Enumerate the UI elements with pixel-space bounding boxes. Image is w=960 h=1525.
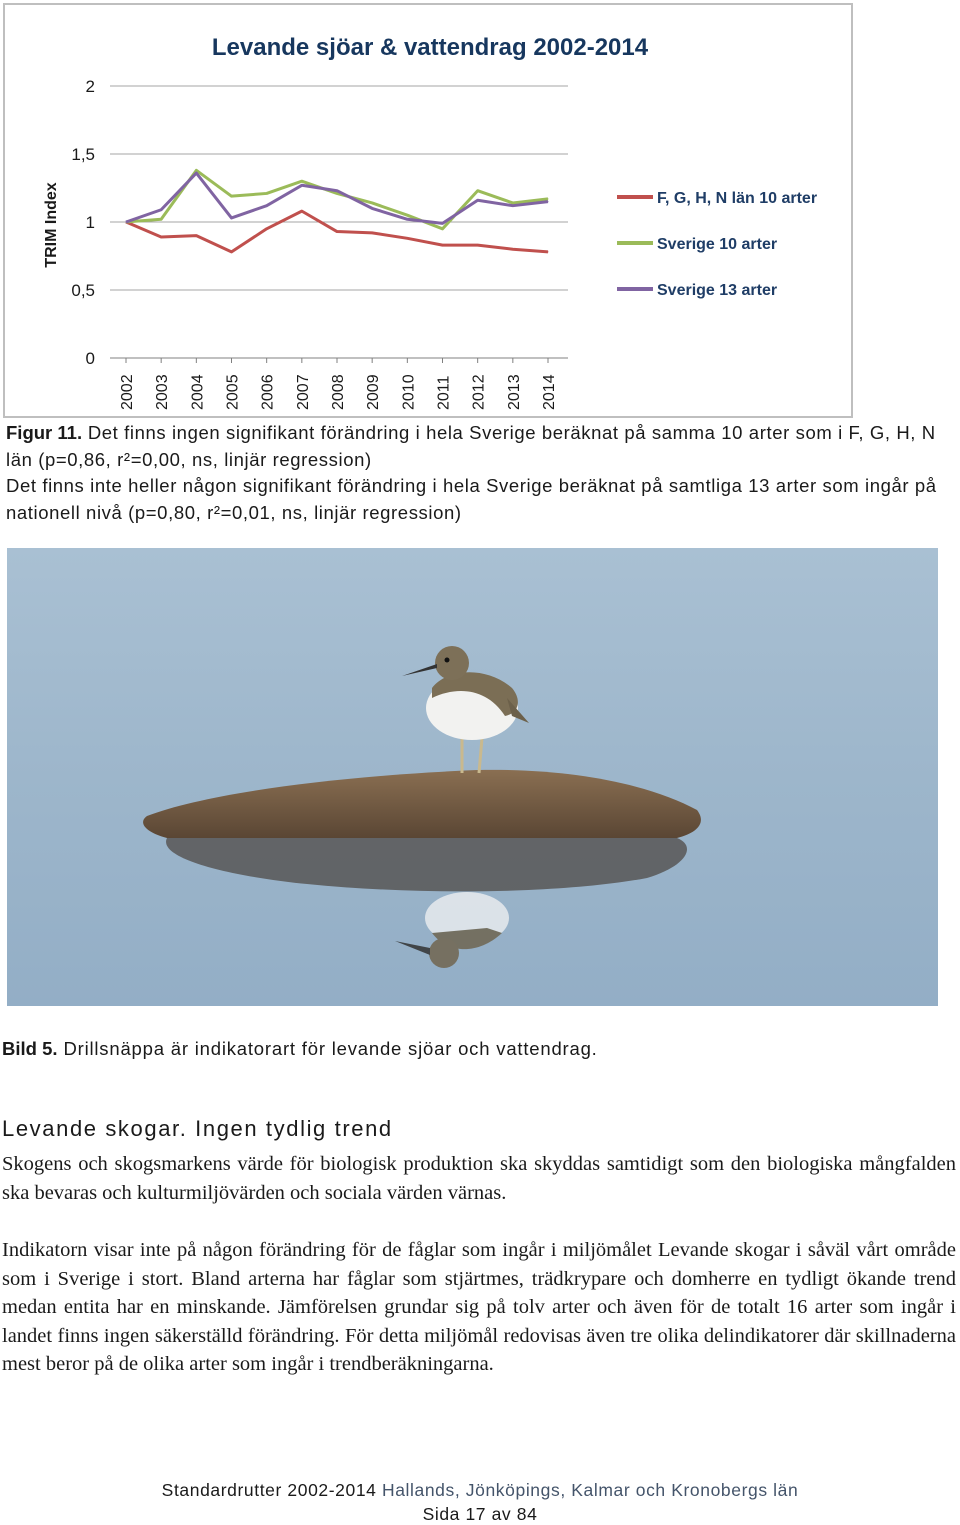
data-point: [407, 215, 408, 216]
x-tick-label: 2014: [541, 374, 558, 410]
x-tick-label: 2007: [294, 374, 312, 410]
photo-caption-label: Bild 5.: [2, 1038, 58, 1059]
footer-region: Hallands, Jönköpings, Kalmar och Kronobergs län: [381, 1480, 799, 1500]
x-tick-label: 2002: [119, 374, 136, 410]
data-point: [161, 209, 162, 210]
x-tick-label: 2003: [154, 374, 172, 410]
footer-title: Standardrutter 2002-2014: [161, 1480, 377, 1500]
paragraph-1: Skogens och skogsmarkens värde för biologisk produktion ska skyddas samtidigt som den biologiska mångfalden ska bevaras och kulturmiljövärden och sociala värden värnas.: [2, 1153, 956, 1204]
data-point: [512, 249, 513, 250]
data-point: [231, 217, 232, 218]
x-tick-label: 2006: [259, 374, 277, 410]
data-point: [301, 211, 302, 212]
x-tick-label: 2009: [365, 374, 383, 410]
legend-label: Sverige 13 arter: [657, 282, 778, 299]
legend-label: Sverige 10 arter: [657, 236, 778, 253]
paragraph-2: Indikatorn visar inte på någon förändring för de fåglar som ingår i miljömålet Levande skogar i såväl vårt område som i Sverige i stort. Bland arterna har fåglar som stjärtmes, trädkrypare och domherre en tydligt ökande trend medan entita har en minskande. Jämförelsen grundar sig på tolv arter och även för de totalt 16 arter som ingår i landet finns ingen säkerställd förändring. För detta miljömål redovisas även tre olika delindikatorer där skillnaderna mest beror på de olika arter som ingår i trendberäkningarna.: [2, 1239, 956, 1375]
footer-page-number: Sida 17 av 84: [422, 1504, 538, 1524]
x-tick-label: 2010: [400, 374, 418, 410]
data-point: [407, 238, 408, 239]
x-tick-label: 2008: [330, 374, 347, 410]
x-tick-label: 2013: [505, 374, 523, 410]
y-axis-label: TRIM Index: [43, 182, 60, 268]
data-point: [442, 223, 443, 224]
photo-caption-text: Drillsnäppa är indikatorart för levande sjöar och vattendrag.: [57, 1038, 598, 1059]
data-point: [548, 198, 549, 199]
data-point: [477, 245, 478, 246]
photo-caption: [2, 1038, 598, 1060]
sandpiper-photo: [7, 548, 938, 1006]
data-point: [548, 251, 549, 252]
data-point: [442, 245, 443, 246]
x-tick-label: 2011: [435, 375, 453, 410]
data-point: [442, 228, 443, 229]
data-point: [196, 235, 197, 236]
data-point: [266, 193, 267, 194]
x-tick-label: 2004: [189, 374, 207, 410]
figure-label: Figur 11.: [6, 422, 83, 443]
data-point: [337, 231, 338, 232]
data-point: [301, 181, 302, 182]
data-point: [477, 190, 478, 191]
y-tick-label: 1: [85, 213, 95, 232]
y-tick-label: 1,5: [71, 145, 95, 164]
data-point: [301, 185, 302, 186]
data-point: [266, 205, 267, 206]
chart-frame: [3, 3, 853, 418]
footer-title-line: [0, 1480, 960, 1501]
figure-caption: [6, 420, 946, 526]
data-point: [372, 232, 373, 233]
caption-text-2: Det finns inte heller någon signifikant förändring i hela Sverige beräknat på samtliga 13 arter som ingår på nationell nivå (p=0,80, r²=0,01, ns, linjär regression): [6, 475, 937, 523]
data-point: [477, 200, 478, 201]
data-point: [161, 236, 162, 237]
data-point: [266, 228, 267, 229]
data-point: [337, 193, 338, 194]
data-point: [337, 190, 338, 191]
data-point: [126, 222, 127, 223]
data-point: [231, 251, 232, 252]
caption-text-1: Det finns ingen signifikant förändring i hela Sverige beräknat på samma 10 arter som i F, G, H, N län (p=0,86, r²=0,00, ns, linjär regression): [6, 422, 936, 470]
data-point: [196, 170, 197, 171]
series-line-3: [126, 173, 548, 223]
data-point: [196, 173, 197, 174]
data-point: [372, 208, 373, 209]
data-point: [372, 202, 373, 203]
x-tick-label: 2005: [224, 374, 242, 410]
y-tick-label: 0: [85, 349, 95, 368]
legend-label: F, G, H, N län 10 arter: [657, 190, 818, 207]
data-point: [512, 202, 513, 203]
data-point: [231, 196, 232, 197]
section-heading: Levande skogar. Ingen tydlig trend: [2, 1116, 393, 1141]
y-tick-label: 2: [85, 77, 95, 96]
data-point: [548, 201, 549, 202]
line-chart: [5, 5, 851, 416]
data-point: [407, 219, 408, 220]
chart-title: Levande sjöar & vattendrag 2002-2014: [211, 34, 649, 61]
data-point: [512, 205, 513, 206]
data-point: [161, 219, 162, 220]
x-tick-label: 2012: [470, 374, 488, 410]
y-tick-label: 0,5: [71, 281, 95, 300]
